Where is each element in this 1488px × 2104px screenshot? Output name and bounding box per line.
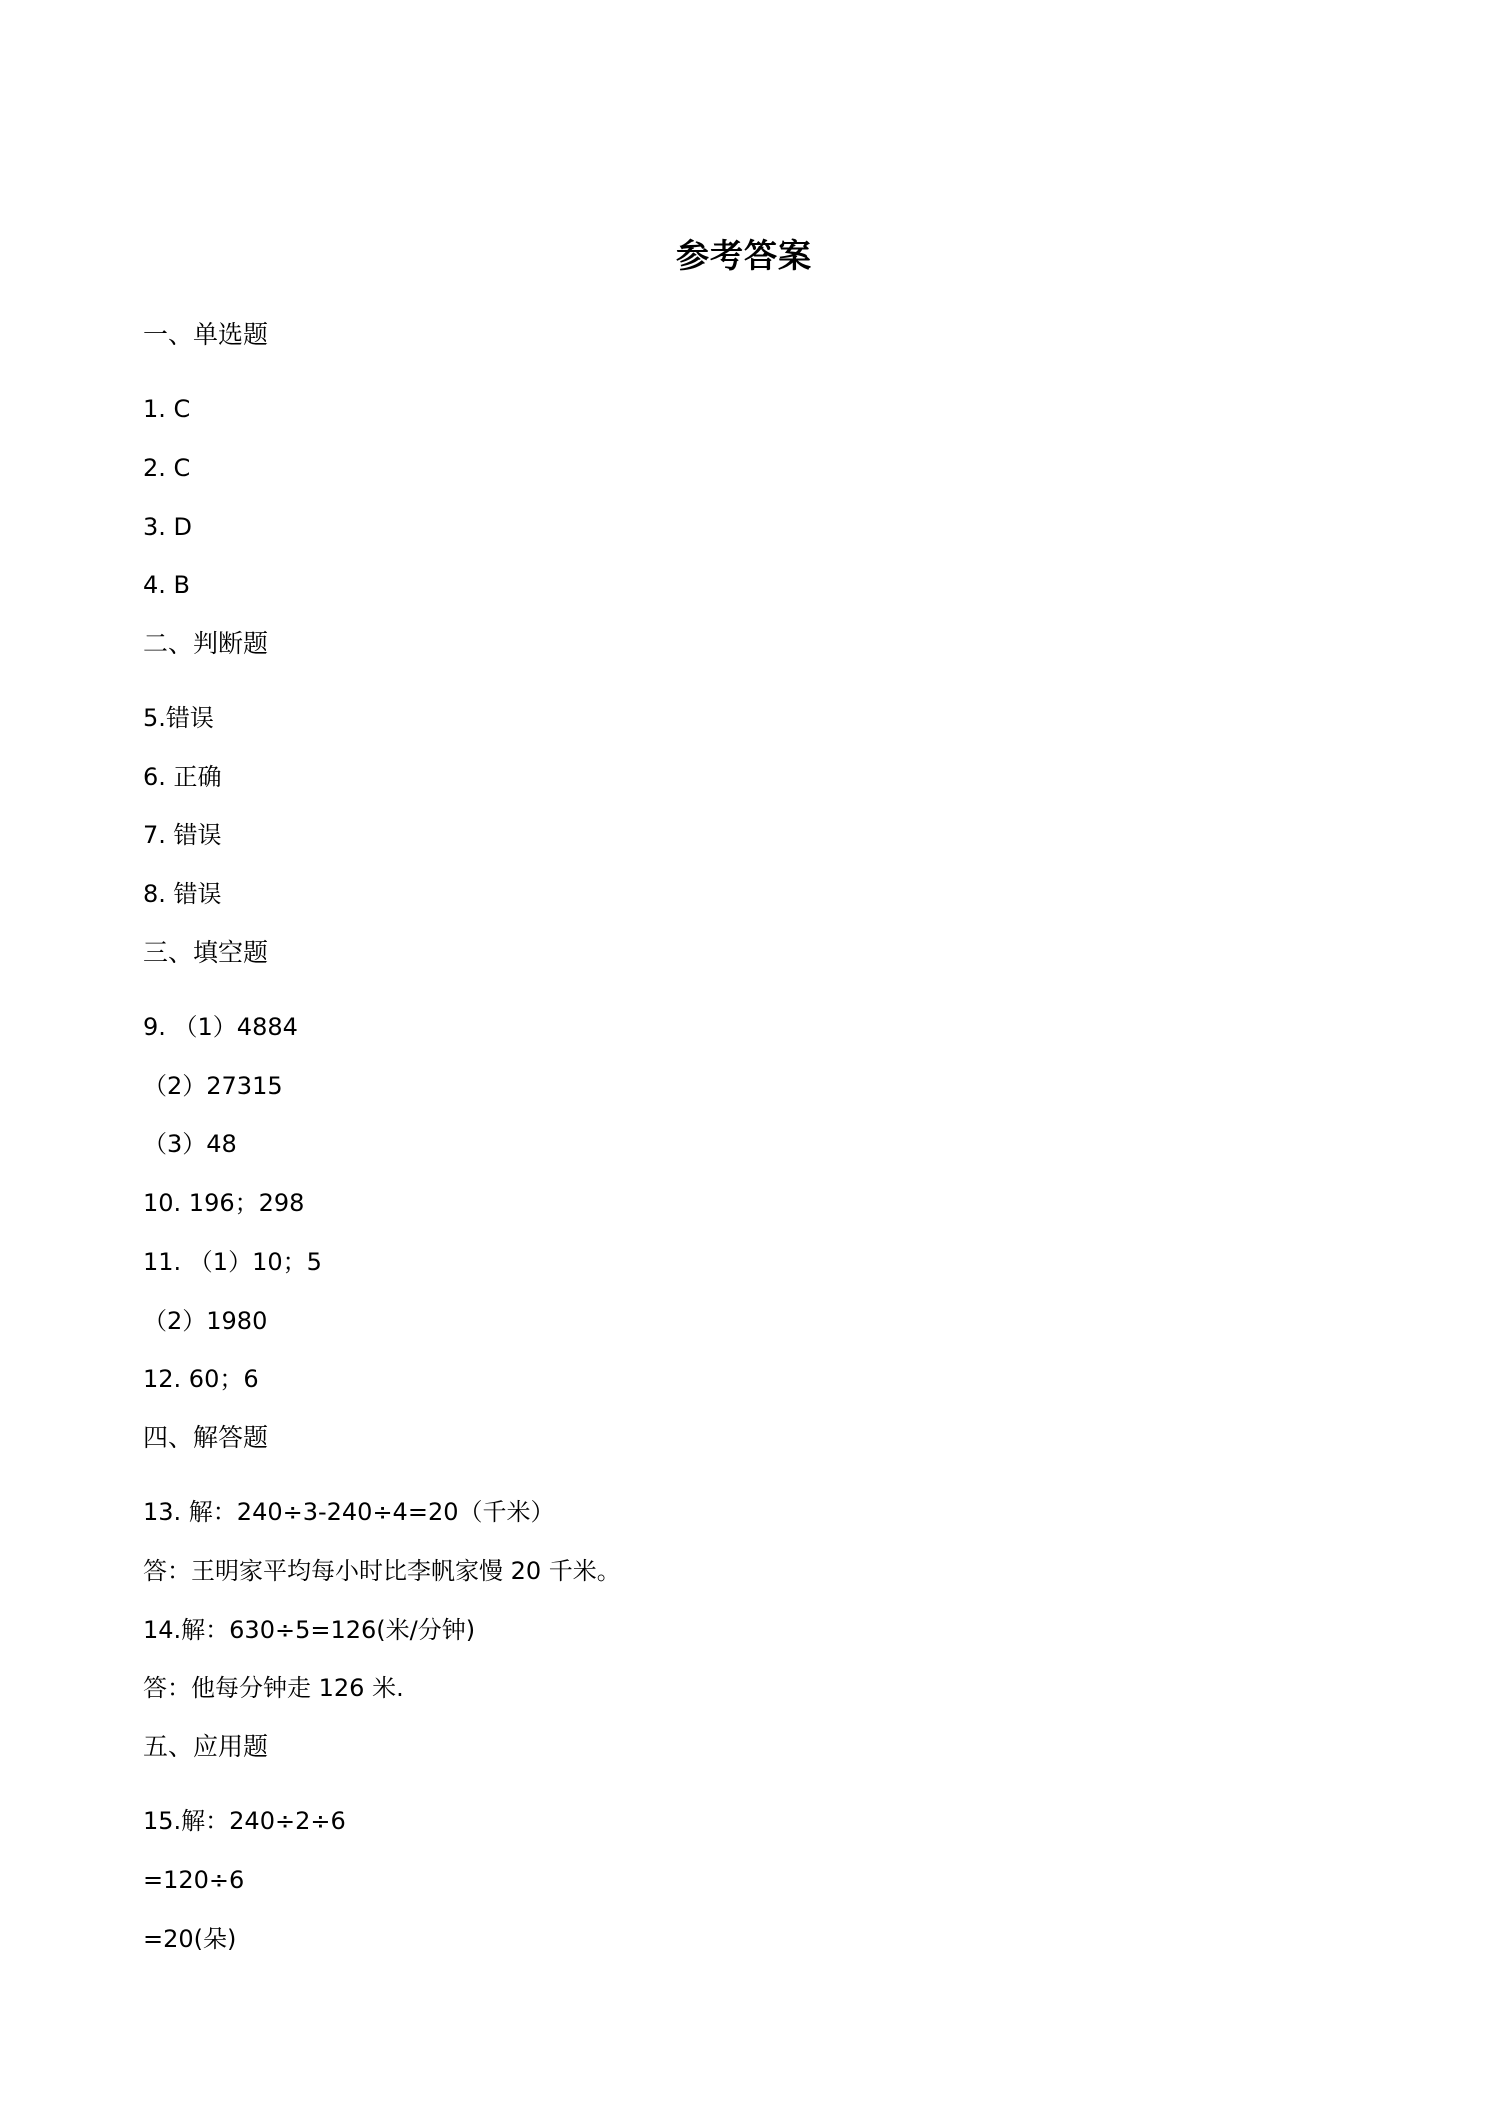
answer-line: 11. （1）10；5 — [143, 1248, 322, 1276]
answer-line: 13. 解：240÷3-240÷4=20（千米） — [143, 1498, 555, 1526]
answer-line: 答：王明家平均每小时比李帆家慢 20 千米。 — [143, 1557, 621, 1585]
section-heading: 二、判断题 — [143, 629, 269, 658]
answer-line: 3. D — [143, 513, 193, 541]
answer-line: 14.解：630÷5=126(米/分钟) — [143, 1616, 476, 1644]
section-heading: 三、填空题 — [143, 938, 269, 967]
section-heading: 一、单选题 — [143, 320, 269, 349]
answer-line: 15.解：240÷2÷6 — [143, 1807, 346, 1835]
answer-line: 10. 196；298 — [143, 1189, 305, 1217]
section-heading: 四、解答题 — [143, 1423, 269, 1452]
answer-line: =20(朵) — [143, 1925, 237, 1953]
answer-line: 12. 60；6 — [143, 1365, 259, 1393]
answer-line: 5.错误 — [143, 704, 214, 732]
answer-line: （2）27315 — [143, 1072, 283, 1100]
answer-line: 答：他每分钟走 126 米. — [143, 1674, 404, 1702]
answer-line: 4. B — [143, 571, 190, 599]
answer-line: =120÷6 — [143, 1866, 245, 1894]
answer-line: 6. 正确 — [143, 763, 222, 791]
answer-line: 7. 错误 — [143, 821, 222, 849]
answer-line: 2. C — [143, 454, 191, 482]
answer-line: （2）1980 — [143, 1307, 268, 1335]
answer-line: 8. 错误 — [143, 880, 222, 908]
answer-line: （3）48 — [143, 1130, 237, 1158]
answer-line: 9. （1）4884 — [143, 1013, 298, 1041]
page-title: 参考答案 — [676, 236, 812, 275]
section-heading: 五、应用题 — [143, 1732, 269, 1761]
answer-line: 1. C — [143, 395, 191, 423]
